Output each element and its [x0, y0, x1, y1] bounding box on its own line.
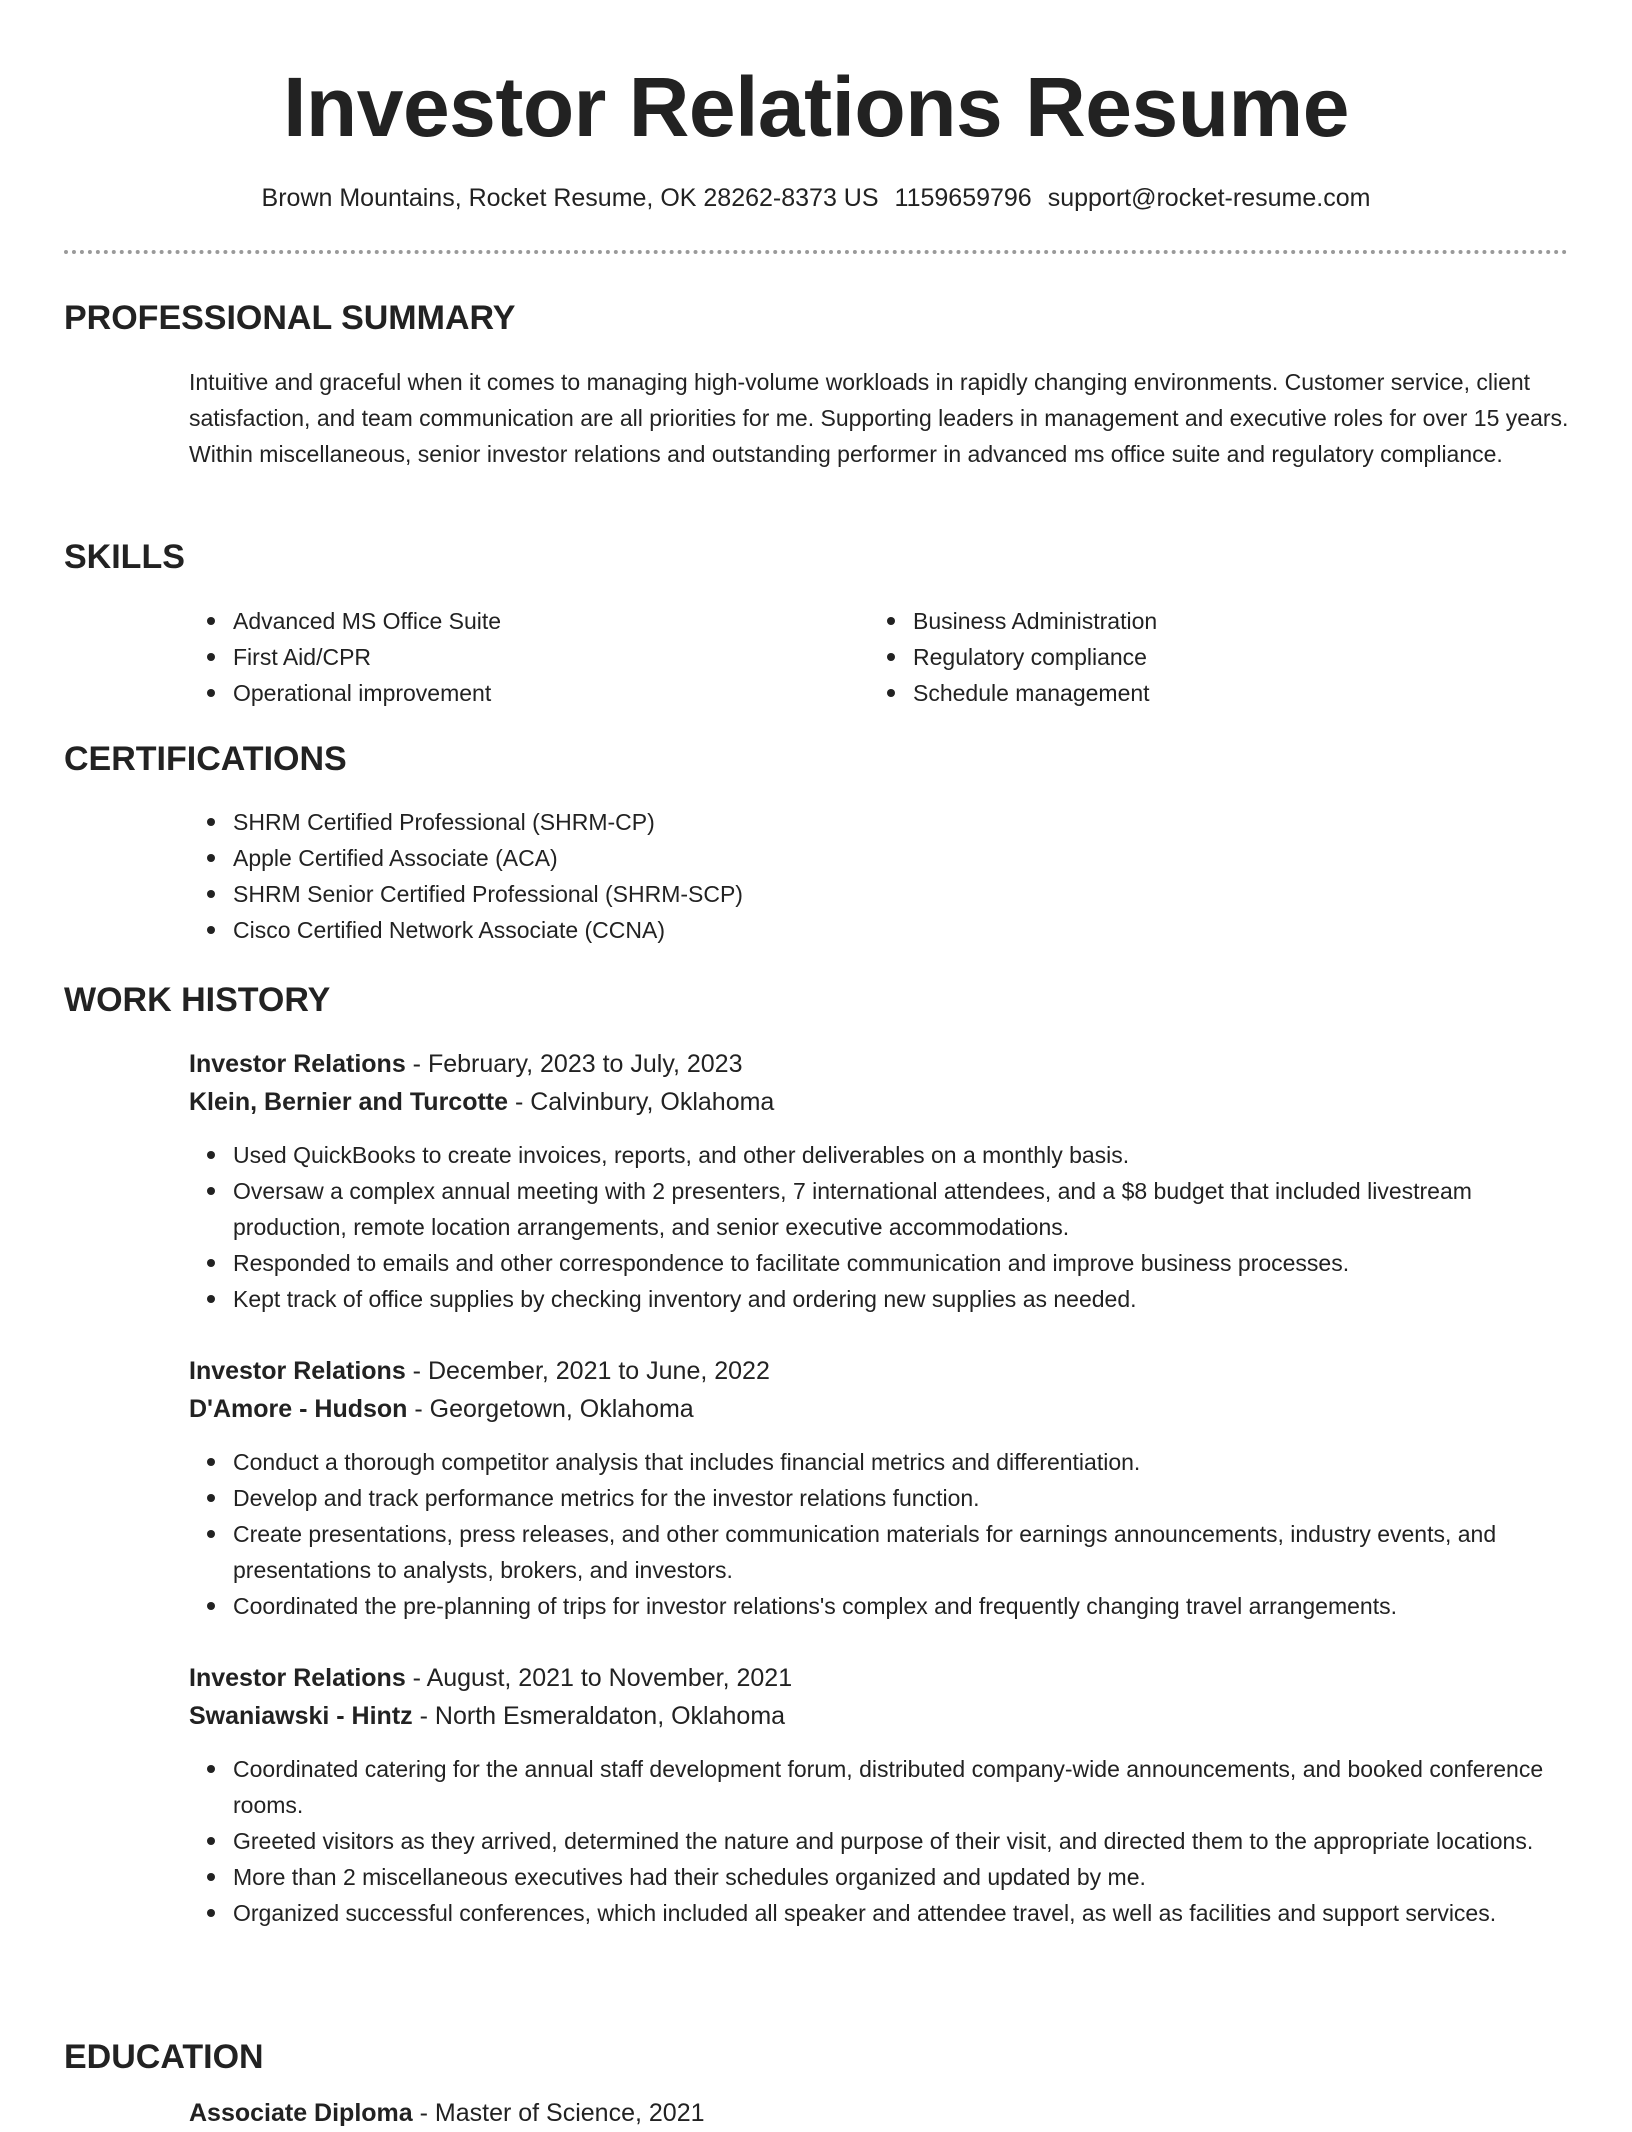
job-title-line — [189, 1352, 1569, 1390]
contact-email: support@rocket-resume.com — [1047, 184, 1371, 212]
job-location: - Georgetown, Oklahoma — [407, 1395, 694, 1423]
skills-list-left — [189, 603, 829, 711]
certification-item: SHRM Senior Certified Professional (SHRM-SCP) — [189, 876, 1569, 912]
job-bullet: Develop and track performance metrics for the investor relations function. — [189, 1480, 1569, 1516]
job-bullet: Used QuickBooks to create invoices, reports, and other deliverables on a monthly basis. — [189, 1137, 1569, 1173]
certification-item: SHRM Certified Professional (SHRM-CP) — [189, 804, 1569, 840]
skill-item: First Aid/CPR — [189, 639, 829, 675]
education-heading: EDUCATION — [64, 2038, 264, 2076]
certifications-list — [189, 804, 1569, 948]
summary-heading: PROFESSIONAL SUMMARY — [64, 299, 516, 337]
job-entry — [189, 1659, 1569, 1931]
contact-line — [0, 180, 1632, 216]
job-title: Investor Relations — [189, 1050, 406, 1078]
job-dates: - December, 2021 to June, 2022 — [405, 1357, 770, 1385]
job-bullet: Create presentations, press releases, and other communication materials for earnings announcements, industry events, and presentations to analysts, brokers, and investors. — [189, 1516, 1569, 1588]
job-bullet: Greeted visitors as they arrived, determined the nature and purpose of their visit, and directed them to the appropriate locations. — [189, 1823, 1569, 1859]
job-company: Swaniawski - Hintz — [189, 1702, 413, 1730]
job-bullet: Oversaw a complex annual meeting with 2 presenters, 7 international attendees, and a $8 budget that included livestream production, remote location arrangements, and senior executive accommodations. — [189, 1173, 1569, 1245]
job-company-line — [189, 1390, 1569, 1428]
job-bullets — [189, 1751, 1569, 1931]
job-title: Investor Relations — [189, 1664, 406, 1692]
job-bullet: More than 2 miscellaneous executives had their schedules organized and updated by me. — [189, 1859, 1569, 1895]
certification-item: Cisco Certified Network Associate (CCNA) — [189, 912, 1569, 948]
skill-item: Advanced MS Office Suite — [189, 603, 829, 639]
certifications-heading: CERTIFICATIONS — [64, 740, 347, 778]
job-title: Investor Relations — [189, 1357, 406, 1385]
job-bullet: Conduct a thorough competitor analysis that includes financial metrics and differentiation. — [189, 1444, 1569, 1480]
job-dates: - February, 2023 to July, 2023 — [405, 1050, 743, 1078]
skill-item: Business Administration — [869, 603, 1509, 639]
job-company: D'Amore - Hudson — [189, 1395, 408, 1423]
skills-heading: SKILLS — [64, 538, 185, 576]
job-bullet: Coordinated the pre-planning of trips for investor relations's complex and frequently changing travel arrangements. — [189, 1588, 1569, 1624]
job-dates: - August, 2021 to November, 2021 — [405, 1664, 793, 1692]
job-company-line — [189, 1083, 1569, 1121]
education-degree: Associate Diploma — [189, 2099, 413, 2127]
work-history-heading: WORK HISTORY — [64, 981, 331, 1019]
job-location: - North Esmeraldaton, Oklahoma — [412, 1702, 786, 1730]
skill-item: Regulatory compliance — [869, 639, 1509, 675]
skills-list-right — [869, 603, 1509, 711]
header-divider — [64, 250, 1568, 254]
job-entry — [189, 1352, 1569, 1624]
job-company: Klein, Bernier and Turcotte — [189, 1088, 509, 1116]
education-line — [189, 2094, 705, 2132]
job-bullet: Organized successful conferences, which included all speaker and attendee travel, as well as facilities and support services. — [189, 1895, 1569, 1931]
job-title-line — [189, 1659, 1569, 1697]
contact-address: Brown Mountains, Rocket Resume, OK 28262-8373 US — [261, 184, 879, 212]
page-title: Investor Relations Resume — [283, 60, 1349, 154]
job-bullets — [189, 1137, 1569, 1317]
job-bullet: Coordinated catering for the annual staff development forum, distributed company-wide announcements, and booked conference rooms. — [189, 1751, 1569, 1823]
skill-item: Operational improvement — [189, 675, 829, 711]
contact-phone: 1159659796 — [894, 184, 1032, 212]
education-details: - Master of Science, 2021 — [412, 2099, 705, 2127]
summary-text: Intuitive and graceful when it comes to managing high-volume workloads in rapidly changing environments. Customer service, client satisfaction, and team communication are all priorities for me. Supporting leaders in management and executive roles for over 15 years. Within miscellaneous, senior investor relations and outstanding performer in advanced ms office suite and regulatory compliance. — [189, 369, 1569, 467]
job-bullet: Kept track of office supplies by checking inventory and ordering new supplies as needed. — [189, 1281, 1569, 1317]
job-bullet: Responded to emails and other correspondence to facilitate communication and improve business processes. — [189, 1245, 1569, 1281]
job-location: - Calvinbury, Oklahoma — [508, 1088, 775, 1116]
job-company-line — [189, 1697, 1569, 1735]
skill-item: Schedule management — [869, 675, 1509, 711]
job-title-line — [189, 1045, 1569, 1083]
job-entry — [189, 1045, 1569, 1317]
job-bullets — [189, 1444, 1569, 1624]
certification-item: Apple Certified Associate (ACA) — [189, 840, 1569, 876]
